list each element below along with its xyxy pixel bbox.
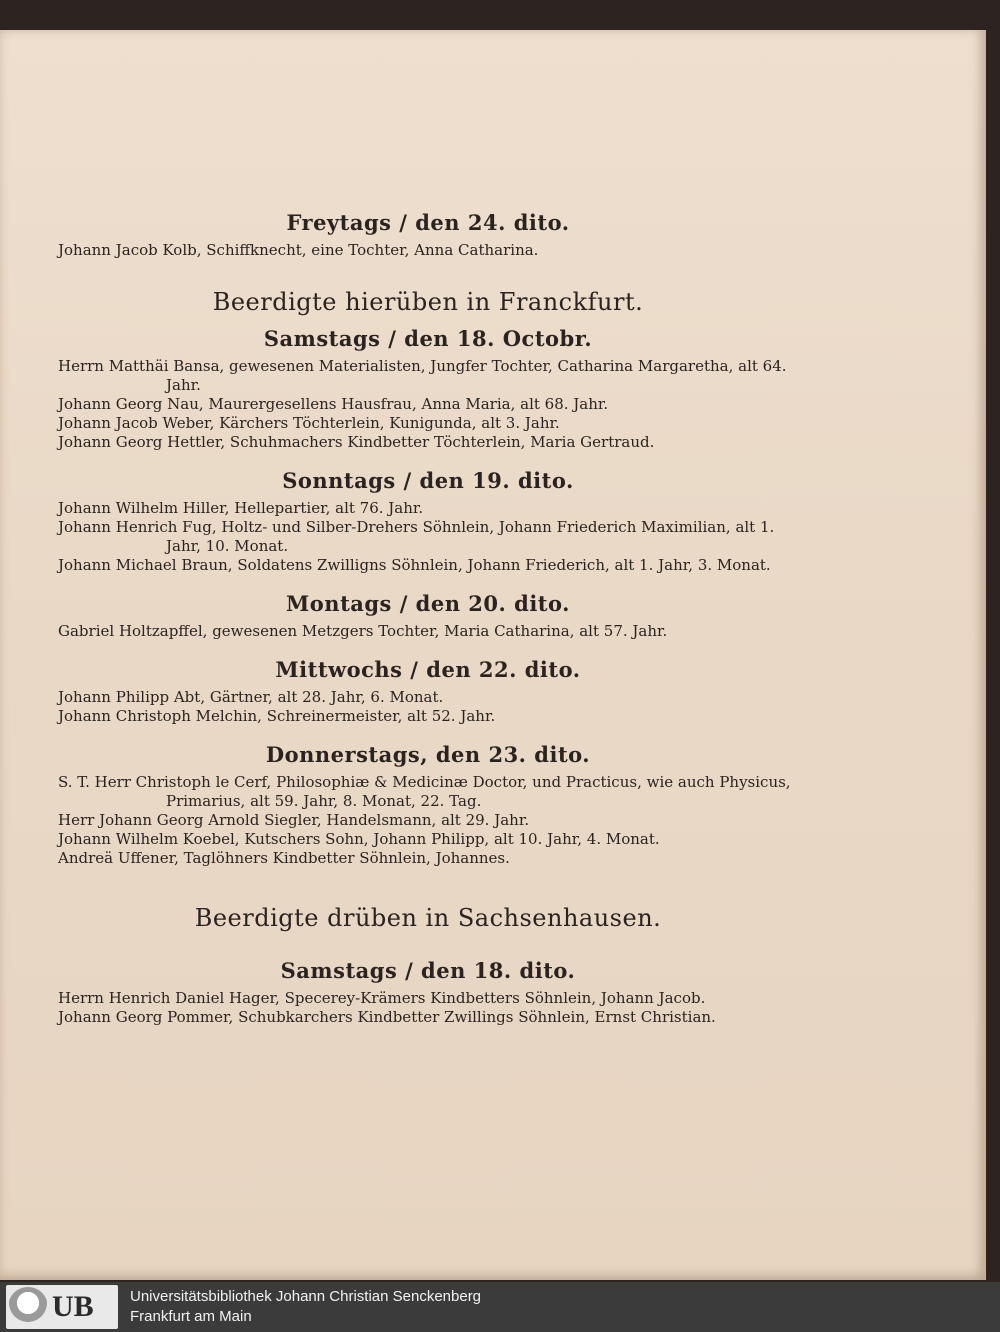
- entry: Johann Michael Braun, Soldatens Zwilligns Söhnlein, Johann Friederich, alt 1. Jahr, 3. Monat.: [58, 556, 771, 574]
- day-heading: Samstags / den 18. Octobr.: [263, 326, 593, 351]
- entry: Herr Johann Georg Arnold Siegler, Handelsmann, alt 29. Jahr.: [58, 811, 530, 829]
- day-heading-freytag: Freytags / den 24. dito.: [286, 210, 570, 235]
- entry: Johann Georg Pommer, Schubkarchers Kindbetter Zwillings Söhnlein, Ernst Christian.: [58, 1008, 716, 1026]
- day-heading: Montags / den 20. dito.: [286, 591, 570, 616]
- entry: Johann Philipp Abt, Gärtner, alt 28. Jahr, 6. Monat.: [58, 688, 444, 706]
- entry: Johann Georg Nau, Maurergesellens Hausfrau, Anna Maria, alt 68. Jahr.: [58, 395, 609, 413]
- entry: Johann Henrich Fug, Holtz- und Silber-Drehers Söhnlein, Johann Friederich Maximilian, alt 1. Jahr, 10. Monat.: [58, 518, 775, 555]
- day-heading: Mittwochs / den 22. dito.: [275, 657, 581, 682]
- entry: Andreä Uffener, Taglöhners Kindbetter Söhnlein, Johannes.: [58, 849, 510, 867]
- senckenberg-portrait-icon: [8, 1287, 48, 1327]
- entry: Johann Wilhelm Koebel, Kutschers Sohn, Johann Philipp, alt 10. Jahr, 4. Monat.: [58, 830, 660, 848]
- entry: Herrn Matthäi Bansa, gewesenen Materialisten, Jungfer Tochter, Catharina Margaretha, alt 64. Jahr.: [58, 357, 787, 394]
- footer-text: [130, 1287, 481, 1327]
- entry: Johann Wilhelm Hiller, Hellepartier, alt 76. Jahr.: [58, 499, 424, 517]
- footer-line-institution: Universitätsbibliothek Johann Christian Senckenberg: [130, 1288, 482, 1305]
- entry: Gabriel Holtzapffel, gewesenen Metzgers Tochter, Maria Catharina, alt 57. Jahr.: [58, 622, 668, 640]
- day-heading: Donnerstags, den 23. dito.: [265, 742, 591, 767]
- entry: Johann Georg Hettler, Schuhmachers Kindbetter Töchterlein, Maria Gertraud.: [58, 433, 655, 451]
- entry: Johann Jacob Kolb, Schiffknecht, eine Tochter, Anna Catharina.: [58, 241, 539, 259]
- section-title-sachsenhausen: Beerdigte drüben in Sachsenhausen.: [194, 904, 662, 932]
- library-logo[interactable]: [6, 1285, 118, 1329]
- day-heading: Sonntags / den 19. dito.: [282, 468, 574, 493]
- entry: S. T. Herr Christoph le Cerf, Philosophiæ & Medicinæ Doctor, und Practicus, wie auch Physicus, Primarius, alt 59. Jahr, 8. Monat, 22. Tag.: [58, 773, 791, 810]
- document-page: [0, 30, 986, 1280]
- section-title-franckfurt: Beerdigte hierüben in Franckfurt.: [212, 288, 644, 316]
- footer-line-city: Frankfurt am Main: [130, 1308, 252, 1325]
- entry: Johann Jacob Weber, Kärchers Töchterlein, Kunigunda, alt 3. Jahr.: [58, 414, 560, 432]
- entry: Herrn Henrich Daniel Hager, Specerey-Krämers Kindbetters Söhnlein, Johann Jacob.: [58, 989, 706, 1007]
- logo-text: UB: [52, 1290, 94, 1323]
- text-block: [48, 210, 808, 1027]
- library-footer: [0, 1282, 1000, 1332]
- entry: Johann Christoph Melchin, Schreinermeister, alt 52. Jahr.: [58, 707, 496, 725]
- day-heading: Samstags / den 18. dito.: [280, 958, 576, 983]
